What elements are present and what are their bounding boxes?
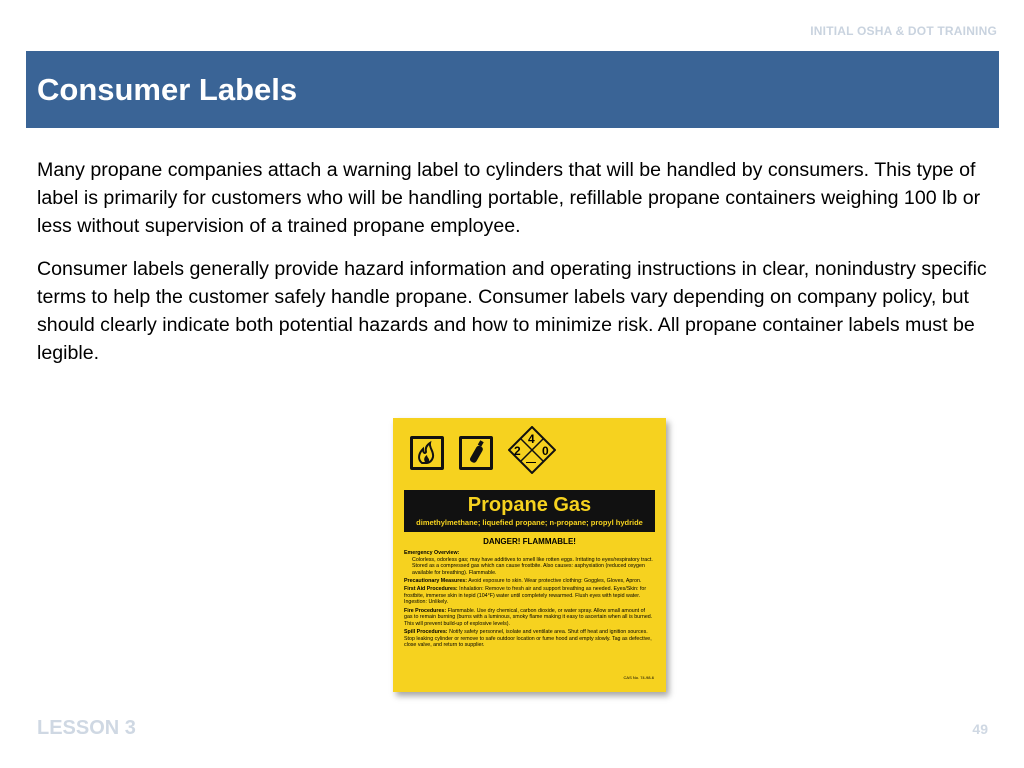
paragraph-1: Many propane companies attach a warning label to cylinders that will be handled by consumers. This type of label is primarily for customers who will be handling portable, refillable propane containers weighing 100 lb or less without supervision of a trained propane employee. [37, 159, 981, 237]
spill-section [404, 629, 655, 649]
product-band [404, 490, 655, 532]
fire-heading: Fire Procedures: [404, 607, 447, 614]
lesson-label: LESSON 3 [37, 717, 136, 739]
nfpa-health: 4 [528, 432, 535, 446]
nfpa-special: — [526, 457, 536, 468]
precaution-section [404, 578, 655, 585]
nfpa-flammability: 2 [514, 444, 521, 458]
label-icons [404, 432, 655, 476]
body-text [37, 156, 1002, 382]
spill-heading: Spill Procedures: [404, 628, 448, 635]
fire-section [404, 608, 655, 628]
paragraph-2: Consumer labels generally provide hazard information and operating instructions in clear, nonindustry specific terms to help the customer safely handle propane. Consumer labels vary depending on company policy, but should clearly indicate both potential hazards and how to minimize risk. All propane container labels must be legible. [37, 258, 987, 364]
product-name: Propane Gas [467, 494, 592, 516]
page-title: Consumer Labels [37, 72, 298, 107]
spill-text: Notify safety personnel, isolate and ventilate area. Shut off heat and ignition sources. Stop leaking cylinder or remove to safe outdoor location or fume hood and empty slowly. Tag as defective, close valve, and return to supplier. [404, 628, 652, 649]
cas-number: CAS No. 74-98-6 [623, 675, 654, 680]
emergency-text: Colorless, odorless gas; may have additives to smell like rotten eggs. Irritating to eyes/respiratory tract. Stored as a compressed gas which can cause frostbite. Also causes: asphyxiation (reduced oxygen available for breathing). Flammable. [412, 556, 653, 576]
emergency-heading: Emergency Overview: [404, 550, 460, 556]
flame-icon [410, 436, 444, 470]
propane-warning-label [393, 418, 666, 692]
precaution-text: Avoid exposure to skin. Wear protective clothing: Goggles, Gloves, Apron. [468, 577, 642, 584]
precaution-heading: Precautionary Measures: [404, 577, 468, 584]
danger-heading: DANGER! FLAMMABLE! [483, 537, 576, 546]
emergency-section [404, 550, 655, 576]
first-aid-heading: First Aid Procedures: [404, 586, 458, 593]
page-number: 49 [972, 721, 988, 737]
product-synonyms: dimethylmethane; liquefied propane; n-propane; propyl hydride [416, 518, 643, 527]
nfpa-reactivity: 0 [542, 444, 549, 458]
first-aid-text: Inhalation: Remove to fresh air and support breathing as needed. Eyes/Skin: for frostbite, immerse skin in tepid (104°F) water until completely rewarmed. Flush eyes with tepid water. Ingestion: Unlikely. [404, 586, 647, 606]
first-aid-section [404, 586, 655, 606]
gas-cylinder-icon [459, 436, 493, 470]
fire-text: Flammable. Use dry chemical, carbon dioxide, or water spray. Allow small amount of gas to remain burning (burns with a luminous, smoky flame making it easy to ascertain when all is burned. This will prevent build-up of explosive levels). [404, 607, 653, 627]
course-tag: INITIAL OSHA & DOT TRAINING [810, 24, 997, 38]
title-bar [26, 51, 999, 128]
